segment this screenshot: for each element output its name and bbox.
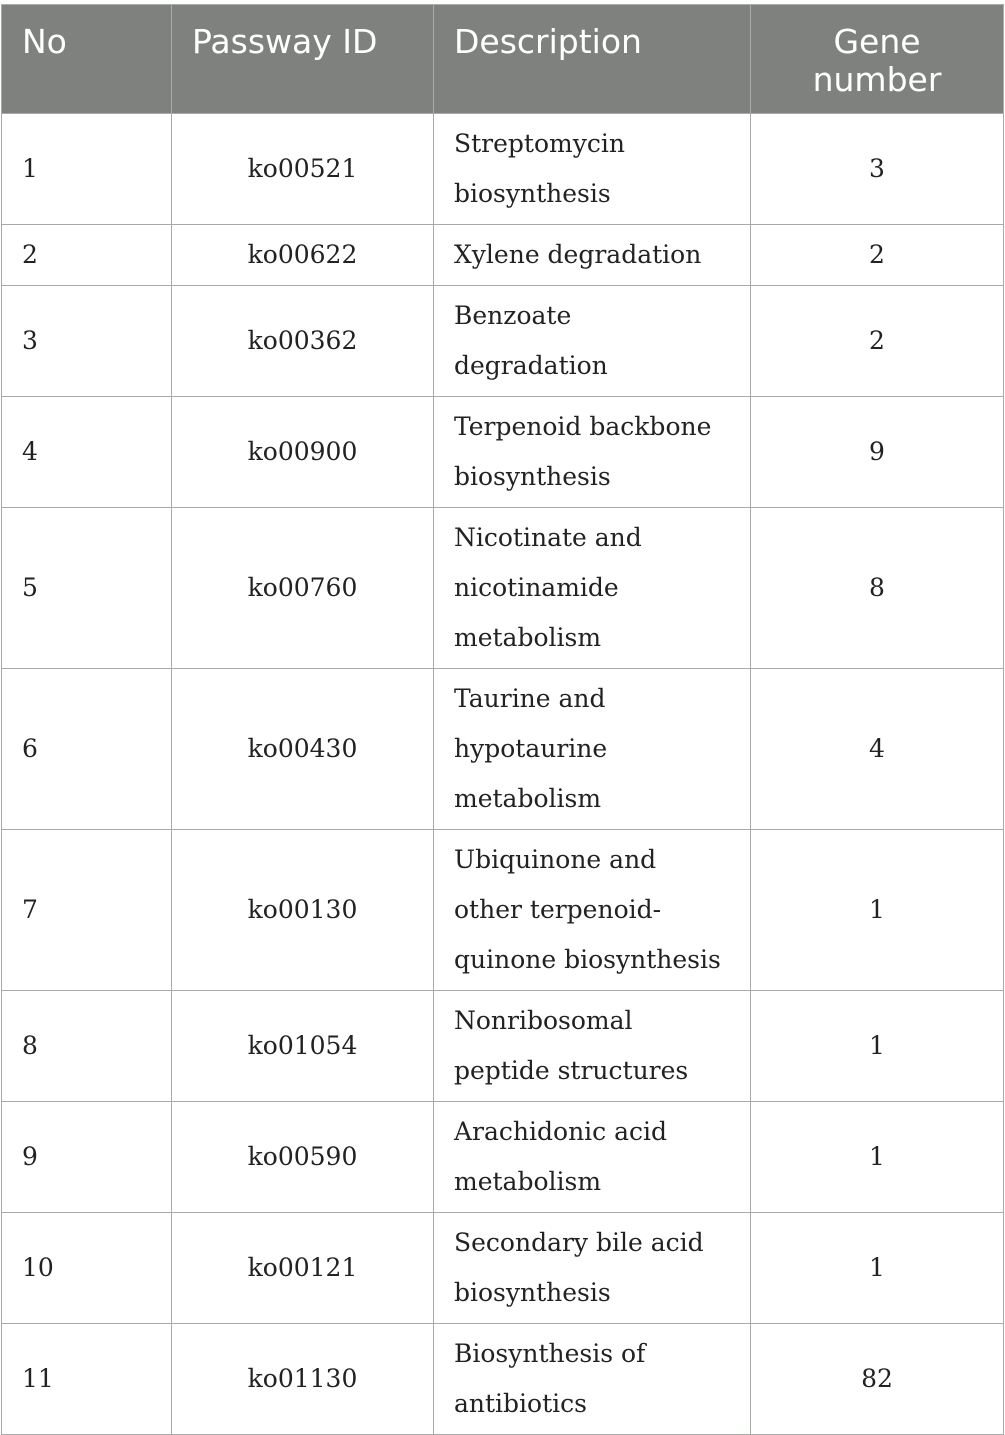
cell-pathway-id: ko00622: [172, 225, 434, 286]
header-gene-number: Gene number: [751, 5, 1004, 114]
cell-gene-number: 2: [751, 286, 1004, 397]
pathway-table: [1, 4, 1004, 1435]
table-row: [2, 1213, 1004, 1324]
cell-description: Arachidonic acid metabolism: [434, 1102, 751, 1213]
cell-no: 10: [2, 1213, 172, 1324]
cell-gene-number: 82: [751, 1324, 1004, 1435]
header-no: No: [2, 5, 172, 114]
header-pathway-id: Passway ID: [172, 5, 434, 114]
cell-pathway-id: ko00521: [172, 114, 434, 225]
cell-description: Ubiquinone and other terpenoid-quinone biosynthesis: [434, 830, 751, 991]
cell-pathway-id: ko01054: [172, 991, 434, 1102]
cell-description: Secondary bile acid biosynthesis: [434, 1213, 751, 1324]
cell-gene-number: 1: [751, 991, 1004, 1102]
cell-pathway-id: ko00900: [172, 397, 434, 508]
cell-no: 4: [2, 397, 172, 508]
cell-no: 3: [2, 286, 172, 397]
cell-pathway-id: ko00430: [172, 669, 434, 830]
cell-description: Terpenoid backbone biosynthesis: [434, 397, 751, 508]
cell-pathway-id: ko01130: [172, 1324, 434, 1435]
cell-no: 6: [2, 669, 172, 830]
table-row: [2, 508, 1004, 669]
cell-gene-number: 8: [751, 508, 1004, 669]
cell-pathway-id: ko00121: [172, 1213, 434, 1324]
cell-gene-number: 1: [751, 1213, 1004, 1324]
table-row: [2, 225, 1004, 286]
cell-gene-number: 1: [751, 1102, 1004, 1213]
cell-no: 11: [2, 1324, 172, 1435]
header-row: [2, 5, 1004, 114]
table-row: [2, 1324, 1004, 1435]
cell-pathway-id: ko00130: [172, 830, 434, 991]
table-row: [2, 286, 1004, 397]
cell-no: 5: [2, 508, 172, 669]
cell-description: Xylene degradation: [434, 225, 751, 286]
header-description: Description: [434, 5, 751, 114]
cell-description: Biosynthesis of antibiotics: [434, 1324, 751, 1435]
cell-pathway-id: ko00362: [172, 286, 434, 397]
cell-no: 2: [2, 225, 172, 286]
cell-no: 1: [2, 114, 172, 225]
table-row: [2, 1102, 1004, 1213]
cell-gene-number: 3: [751, 114, 1004, 225]
cell-pathway-id: ko00590: [172, 1102, 434, 1213]
table-row: [2, 830, 1004, 991]
cell-gene-number: 9: [751, 397, 1004, 508]
cell-description: Streptomycin biosynthesis: [434, 114, 751, 225]
cell-no: 9: [2, 1102, 172, 1213]
cell-pathway-id: ko00760: [172, 508, 434, 669]
cell-description: Taurine and hypotaurine metabolism: [434, 669, 751, 830]
table-row: [2, 669, 1004, 830]
cell-description: Nonribosomal peptide structures: [434, 991, 751, 1102]
cell-description: Nicotinate and nicotinamide metabolism: [434, 508, 751, 669]
table-row: [2, 397, 1004, 508]
cell-gene-number: 1: [751, 830, 1004, 991]
cell-gene-number: 2: [751, 225, 1004, 286]
cell-gene-number: 4: [751, 669, 1004, 830]
cell-no: 7: [2, 830, 172, 991]
cell-no: 8: [2, 991, 172, 1102]
table-row: [2, 114, 1004, 225]
cell-description: Benzoate degradation: [434, 286, 751, 397]
table-row: [2, 991, 1004, 1102]
